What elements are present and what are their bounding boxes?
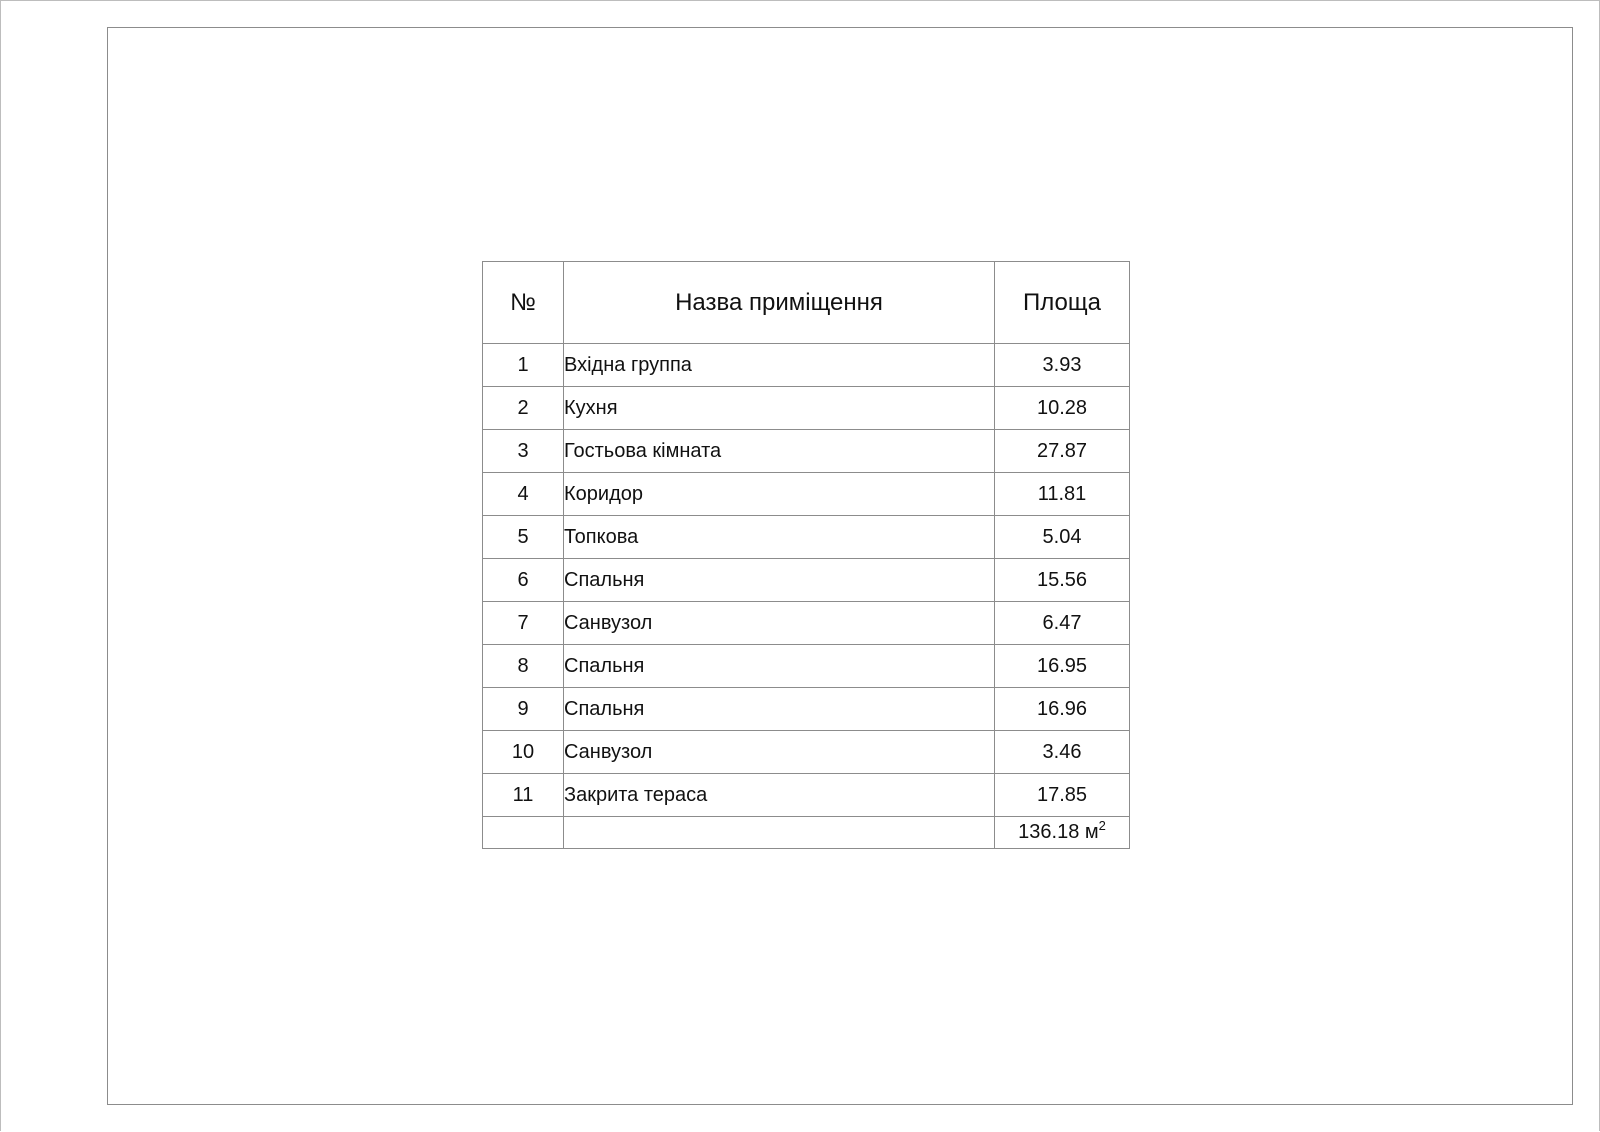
room-name: Спальня [564,688,995,731]
table-row [483,473,1130,516]
room-number: 4 [483,473,564,516]
room-number: 6 [483,559,564,602]
room-number: 8 [483,645,564,688]
room-number: 9 [483,688,564,731]
room-number: 3 [483,430,564,473]
room-area: 5.04 [995,516,1130,559]
table-body [483,344,1130,817]
table-row [483,602,1130,645]
room-area: 16.95 [995,645,1130,688]
room-area: 27.87 [995,430,1130,473]
room-number: 1 [483,344,564,387]
table-row [483,559,1130,602]
header-number: № [483,262,564,344]
room-name: Санвузол [564,731,995,774]
room-name: Гостьова кімната [564,430,995,473]
unit-label: м [1084,821,1099,843]
room-area: 10.28 [995,387,1130,430]
room-area-table [482,261,1130,849]
header-room-name: Назва приміщення [564,262,995,344]
room-name: Спальня [564,559,995,602]
room-name: Закрита тераса [564,774,995,817]
room-area: 15.56 [995,559,1130,602]
total-area-cell [995,817,1130,849]
table-row [483,774,1130,817]
table-row [483,344,1130,387]
header-area: Площа [995,262,1130,344]
total-name-cell [564,817,995,849]
room-name: Спальня [564,645,995,688]
table-row [483,731,1130,774]
room-name: Вхідна группа [564,344,995,387]
room-area: 3.46 [995,731,1130,774]
total-area-value: 136.18 [1018,821,1080,843]
room-name: Санвузол [564,602,995,645]
room-area: 11.81 [995,473,1130,516]
room-area: 16.96 [995,688,1130,731]
table-row [483,516,1130,559]
table-row [483,387,1130,430]
room-name: Топкова [564,516,995,559]
room-name: Кухня [564,387,995,430]
total-row [483,817,1130,849]
room-number: 10 [483,731,564,774]
room-area: 3.93 [995,344,1130,387]
table-row [483,645,1130,688]
room-area: 17.85 [995,774,1130,817]
room-name: Коридор [564,473,995,516]
unit-power: 2 [1098,818,1106,833]
table-row [483,430,1130,473]
table-row [483,688,1130,731]
total-area-unit [1084,818,1106,843]
room-number: 5 [483,516,564,559]
room-number: 7 [483,602,564,645]
room-number: 11 [483,774,564,817]
room-area: 6.47 [995,602,1130,645]
total-number-cell [483,817,564,849]
table-header-row [483,262,1130,344]
room-number: 2 [483,387,564,430]
